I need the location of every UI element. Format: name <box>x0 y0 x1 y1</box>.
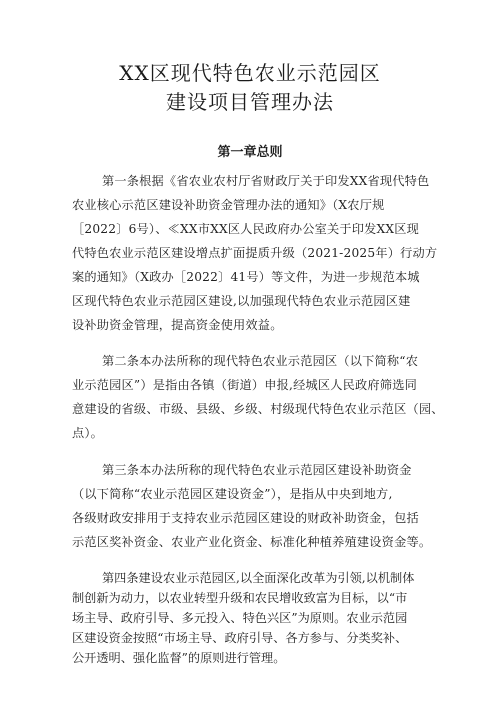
paragraph-line: 业示范园区”）是指由各镇（街道）申报,经城区人民政府筛选同 <box>72 378 417 392</box>
paragraph-line: 区现代特色农业示范园区建设,以加强现代特色农业示范园区建 <box>72 294 411 308</box>
paragraph-line: 区建设资金按照“市场主导、政府引导、各方参与、分类奖补、 <box>72 631 408 645</box>
chapter-heading: 第一章总则 <box>217 145 283 160</box>
paragraph-line: 场主导、政府引导、多元投入、特色兴区”为原则。农业示范园 <box>72 611 408 625</box>
document-title-line-2: 建设项目管理办法 <box>166 90 334 114</box>
paragraph-line: 代特色农业示范区建设增点扩面提质升级（2021-2025年）行动方 <box>72 246 438 260</box>
paragraph-line: ［2022〕6号）、≪XX市XX区人民政府办公室关于印发XX区现 <box>72 222 420 236</box>
article-3-paragraph <box>72 458 432 554</box>
paragraph-line: 设补助资金管理，提高资金使用效益。 <box>72 318 283 332</box>
paragraph-line: 农业核心示范区建设补助资金管理办法的通知》（X农厅规 <box>72 198 385 212</box>
paragraph-line: 第一条根据《省农业农村厅省财政厅关于印发XX省现代特色 <box>102 174 430 188</box>
paragraph-line: 制创新为动力，以农业转型升级和农民增收致富为目标，以“市 <box>72 591 408 605</box>
article-4-paragraph <box>72 568 432 668</box>
paragraph-line: 公开透明、强化监督”的原则进行管理。 <box>72 651 286 665</box>
article-2-paragraph <box>72 349 444 445</box>
paragraph-line: 意建设的省级、市级、县级、乡级、村级现代特色农业示范区（园、 <box>72 402 444 416</box>
paragraph-line: 各级财政安排用于支持农业示范园区建设的财政补助资金，包括 <box>72 511 419 525</box>
paragraph-line: （以下简称“农业示范园区建设资金”），是指从中央到地方, <box>72 487 393 501</box>
paragraph-line: 第三条本办法所称的现代特色农业示范园区建设补助资金 <box>102 463 412 477</box>
paragraph-line: 第四条建设农业示范园区,以全面深化改革为引领,以机制体 <box>102 571 415 585</box>
paragraph-line: 第二条本办法所称的现代特色农业示范园区（以下简称“农 <box>102 354 419 368</box>
paragraph-line: 示范区奖补资金、农业产业化资金、标准化种植养殖建设资金等。 <box>72 535 432 549</box>
document-title-line-1: XX区现代特色农业示范园区 <box>119 61 381 85</box>
paragraph-line: 案的通知》（X政办［2022〕41号）等文件，为进一步规范本城 <box>72 270 420 284</box>
article-1-paragraph <box>72 169 438 337</box>
paragraph-line: 点）。 <box>72 426 104 440</box>
